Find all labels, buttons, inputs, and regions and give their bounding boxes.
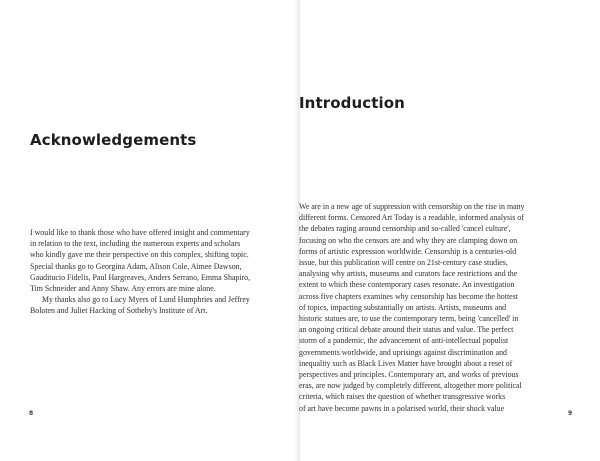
text-line: governments worldwide, and uprisings against discrimination and [299, 347, 507, 357]
text-line: storm of a pandemic, the advancement of anti-intellectual populist [299, 336, 509, 346]
text-line: forms of artistic expression worldwide. Censorship is a centuries-old [299, 246, 517, 256]
text-line: Boloten and Juliet Hacking of Sotheby's Institute of Art. [30, 306, 208, 316]
text-line: an ongoing critical debate around their status and value. The perfect [299, 325, 514, 335]
text-line: Tim Schneider and Anny Shaw. Any errors are mine alone. [30, 284, 216, 294]
text-line: the debates raging around censorship and so-called 'cancel culture', [299, 224, 511, 234]
acknowledgements-paragraph-1 [30, 227, 280, 294]
text-line: who kindly gave me their perspective on this complex, shifting topic. [30, 250, 249, 260]
text-line: My thanks also go to Lucy Myers of Lund Humphries and Jeffrey [42, 295, 250, 305]
text-line: eras, are now judged by completely different, altogether more political [299, 381, 522, 391]
text-line: analysing why artists, museums and curators face restrictions and the [299, 269, 518, 279]
left-page [0, 0, 296, 461]
page-number-right: 9 [568, 410, 573, 417]
text-line: different forms. Censored Art Today is a readable, informed analysis of [299, 213, 524, 223]
text-line: issue, but this publication will centre on 21st-century case studies, [299, 258, 508, 268]
text-line: inequality such as Black Lives Matter have brought about a reset of [299, 358, 513, 368]
text-line: of art have become pawns in a polarised world, their shock value [299, 403, 505, 413]
text-line: across five chapters examines why censorship has become the hottest [299, 291, 518, 301]
introduction-heading: Introduction [299, 94, 405, 112]
acknowledgements-heading: Acknowledgements [30, 131, 197, 149]
acknowledgements-text [30, 227, 280, 317]
acknowledgements-paragraph-2 [30, 294, 280, 316]
text-line: historic statues are, to use the contemporary term, being 'cancelled' in [299, 314, 519, 324]
text-line: criteria, which raises the question of whether transgressive works [299, 392, 506, 402]
text-line: Gauditucio Fidelis, Paul Hargreaves, Anders Serrano, Emma Shapiro, [30, 272, 251, 282]
text-line: We are in a new age of suppression with censorship on the rise in many [299, 202, 525, 211]
text-line: I would like to thank those who have offered insight and commentary [30, 228, 250, 237]
text-line: extent to which these contemporary cases resonate. An investigation [299, 280, 515, 290]
introduction-text [299, 201, 554, 414]
text-line: focusing on who the censors are and why they are clamping down on [299, 235, 518, 245]
text-line: of topics, impacting substantially on artists. Artists, museums and [299, 302, 507, 312]
page-number-left: 8 [29, 410, 34, 417]
text-line: in relation to the text, including the numerous experts and scholars [30, 239, 241, 249]
text-line: Special thanks go to Georgina Adam, Alison Cole, Aimee Dawson, [30, 261, 242, 271]
text-line: perspectives and principles. Contemporary art, and works of previous [299, 370, 519, 380]
